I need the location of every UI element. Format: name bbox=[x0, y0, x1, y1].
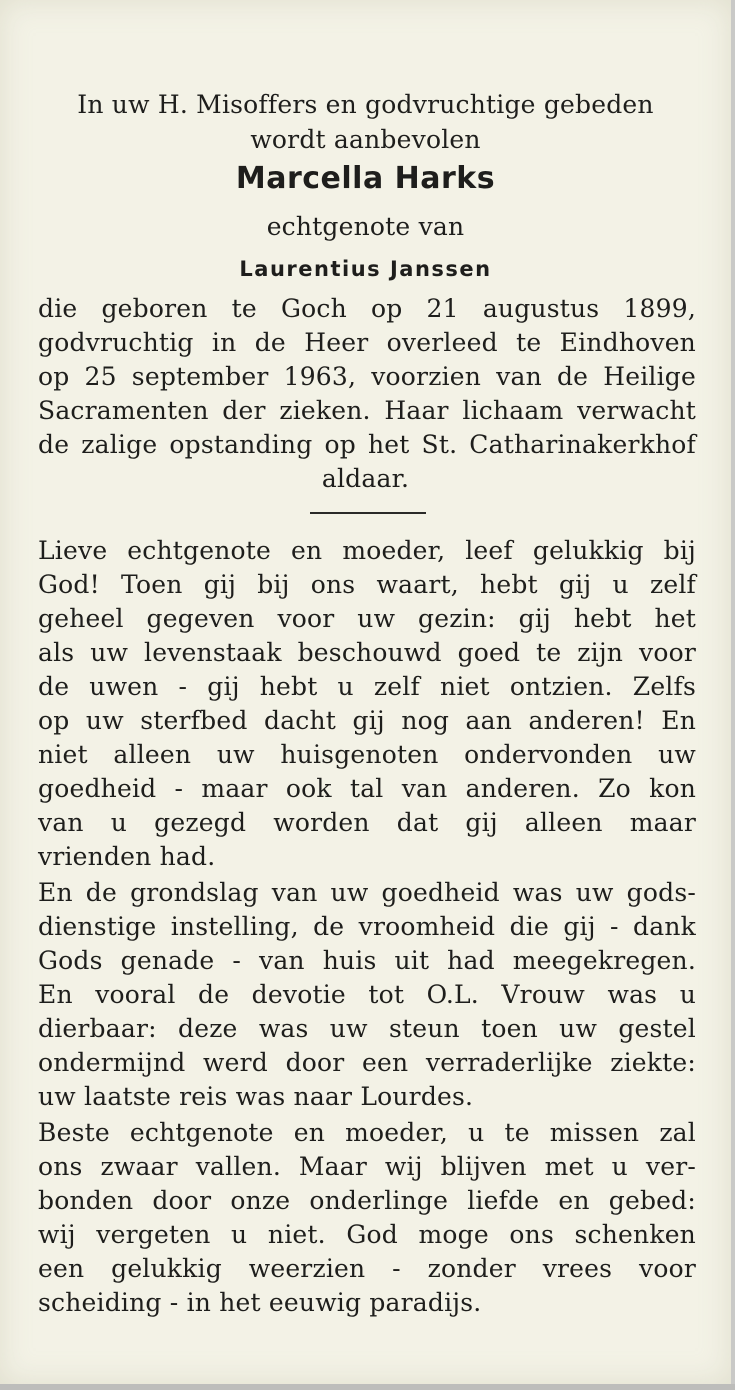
spouse-name: Laurentius Janssen bbox=[239, 257, 492, 281]
tribute-line: En vooral de devotie tot O.L. Vrouw was u bbox=[38, 980, 696, 1009]
tribute-line: wij vergeten u niet. God moge ons schenken bbox=[38, 1220, 696, 1249]
intro-line-1: In uw H. Misoffers en godvruchtige gebeden bbox=[77, 90, 654, 119]
tribute-line: ondermijnd werd door een verraderlijke ziekte: bbox=[38, 1048, 696, 1077]
tribute-line: uw laatste reis was naar Lourdes. bbox=[38, 1082, 474, 1111]
tribute-line: goedheid - maar ook tal van anderen. Zo kon bbox=[38, 774, 696, 803]
tribute-line: vrienden had. bbox=[38, 842, 216, 871]
tribute-line: geheel gegeven voor uw gezin: gij hebt het bbox=[38, 604, 696, 633]
tribute-line: ons zwaar vallen. Maar wij blijven met u ver- bbox=[38, 1152, 696, 1181]
biography-line: de zalige opstanding op het St. Catharinakerkhof bbox=[38, 430, 696, 459]
tribute-line: van u gezegd worden dat gij alleen maar bbox=[38, 808, 696, 837]
biography-line: aldaar. bbox=[321, 464, 410, 493]
tribute-line: een gelukkig weerzien - zonder vrees voor bbox=[38, 1254, 696, 1283]
tribute-line: Beste echtgenote en moeder, u te missen zal bbox=[38, 1118, 696, 1147]
tribute-line: Gods genade - van huis uit had meegekregen. bbox=[38, 946, 696, 975]
tribute-line: op uw sterfbed dacht gij nog aan anderen! En bbox=[38, 706, 696, 735]
intro-line-2: wordt aanbevolen bbox=[250, 125, 481, 154]
deceased-name: Marcella Harks bbox=[235, 161, 496, 196]
tribute-line: En de grondslag van uw goedheid was uw gods- bbox=[38, 878, 696, 907]
scan-border-bottom bbox=[0, 1384, 735, 1390]
scan-border-right bbox=[731, 0, 735, 1390]
relation-text: echtgenote van bbox=[266, 212, 465, 241]
tribute-line: dienstige instelling, de vroomheid die gij - dank bbox=[38, 912, 696, 941]
tribute-line: als uw levenstaak beschouwd goed te zijn voor bbox=[38, 638, 696, 667]
tribute-line: Lieve echtgenote en moeder, leef gelukkig bij bbox=[38, 536, 696, 565]
tribute-line: God! Toen gij bij ons waart, hebt gij u zelf bbox=[38, 570, 696, 599]
biography-line: op 25 september 1963, voorzien van de Heilige bbox=[38, 362, 696, 391]
divider-rule bbox=[310, 512, 426, 514]
biography-line: die geboren te Goch op 21 augustus 1899, bbox=[38, 294, 696, 323]
biography-line: godvruchtig in de Heer overleed te Eindhoven bbox=[38, 328, 696, 357]
tribute-line: bonden door onze onderlinge liefde en gebed: bbox=[38, 1186, 696, 1215]
biography-line: Sacramenten der zieken. Haar lichaam verwacht bbox=[38, 396, 696, 425]
tribute-line: niet alleen uw huisgenoten ondervonden uw bbox=[38, 740, 696, 769]
tribute-line: de uwen - gij hebt u zelf niet ontzien. Zelfs bbox=[38, 672, 696, 701]
tribute-line: scheiding - in het eeuwig paradijs. bbox=[38, 1288, 482, 1317]
tribute-line: dierbaar: deze was uw steun toen uw gestel bbox=[38, 1014, 696, 1043]
